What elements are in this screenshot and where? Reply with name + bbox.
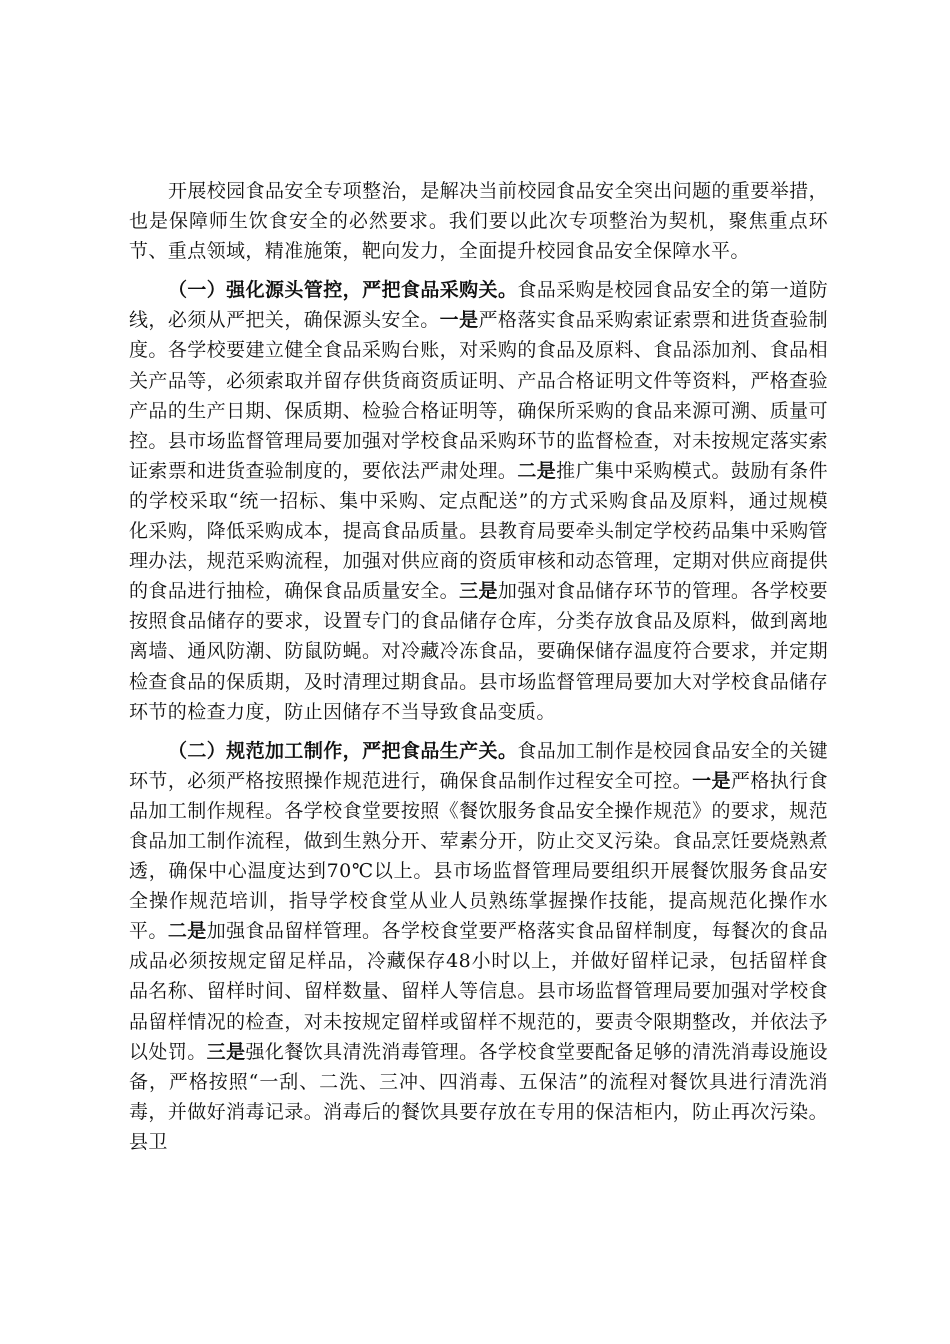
point-marker: 三是 — [459, 580, 498, 603]
text-run: 加强对食品储存环节的管理。各学校要按照食品储存的要求，设置专门的食品储存仓库，分类存放食品及原料，做到离地离墙、通风防潮、防鼠防蝇。对冷藏冷冻食品，要确保储存温度符合要求，并定期检查食品的保质期，及时清理过期食品。县市场监督管理局要加大对学校食品储存环节的检查力度，防止因储存不当导致食品变质。 — [129, 580, 828, 723]
text-run: 严格落实食品采购索证索票和进货查验制度。各学校要建立健全食品采购台账，对采购的食品及原料、食品添加剂、食品相关产品等，必须索取并留存供货商资质证明、产品合格证明文件等资料，严格查验产品的生产日期、保质期、检验合格证明等，确保所采购的食品来源可溯、质量可控。县市场监督管理局要加强对学校食品采购环节的监督检查，对未按规定落实索证索票和进货查验制度的，要依法严肃处理。 — [129, 309, 828, 482]
point-marker: 二是 — [517, 459, 557, 482]
text-run: 加强食品留样管理。各学校食堂要严格落实食品留样制度，每餐次的食品成品必须按规定留足样品，冷藏保存48小时以上，并做好留样记录，包括留样食品名称、留样时间、留样数量、留样人等信息。县市场监督管理局要加强对学校食品留样情况的检查，对未按规定留样或留样不规范的，要责令限期整改，并依法予以处罚。 — [129, 920, 828, 1063]
section-heading: （二）规范加工制作，严把食品生产关。 — [167, 739, 518, 762]
point-marker: 三是 — [206, 1040, 246, 1063]
text-run: 推广集中采购模式。鼓励有条件的学校采取“统一招标、集中采购、定点配送”的方式采购食品及原料，通过规模化采购，降低采购成本，提高食品质量。县教育局要牵头制定学校药品集中采购管理办法，规范采购流程，加强对供应商的资质审核和动态管理，定期对供应商提供的食品进行抽检，确保食品质量安全。 — [129, 459, 828, 603]
point-marker: 二是 — [167, 920, 207, 943]
point-marker: 一是 — [439, 309, 479, 332]
text-run: 开展校园食品安全专项整治，是解决当前校园食品安全突出问题的重要举措，也是保障师生饮食安全的必然要求。我们要以此次专项整治为契机，聚焦重点环节、重点领域，精准施策，靶向发力，全面提升校园食品安全保障水平。 — [129, 180, 828, 263]
document-body — [129, 176, 828, 1157]
text-run: 食品加工制作是校园食品安全的关键环节，必须严格按照操作规范进行，确保食品制作过程安全可控。 — [129, 739, 828, 792]
text-run: 食品采购是校园食品安全的第一道防线，必须从严把关，确保源头安全。 — [129, 279, 828, 332]
paragraph-intro — [129, 176, 828, 266]
paragraph-section-1 — [129, 275, 828, 726]
paragraph-section-2 — [129, 736, 828, 1157]
section-heading: （一）强化源头管控，严把食品采购关。 — [167, 279, 518, 302]
text-run: 严格执行食品加工制作规程。各学校食堂要按照《餐饮服务食品安全操作规范》的要求，规范食品加工制作流程，做到生熟分开、荤素分开，防止交叉污染。食品烹饪要烧熟煮透，确保中心温度达到70℃以上。县市场监督管理局要组织开展餐饮服务食品安全操作规范培训，指导学校食堂从业人员熟练掌握操作技能，提高规范化操作水平。 — [129, 769, 828, 943]
text-run: 强化餐饮具清洗消毒管理。各学校食堂要配备足够的清洗消毒设施设备，严格按照“一刮、二洗、三冲、四消毒、五保洁”的流程对餐饮具进行清洗消毒，并做好消毒记录。消毒后的餐饮具要存放在专用的保洁柜内，防止再次污染。县卫 — [129, 1040, 828, 1153]
point-marker: 一是 — [692, 769, 731, 792]
